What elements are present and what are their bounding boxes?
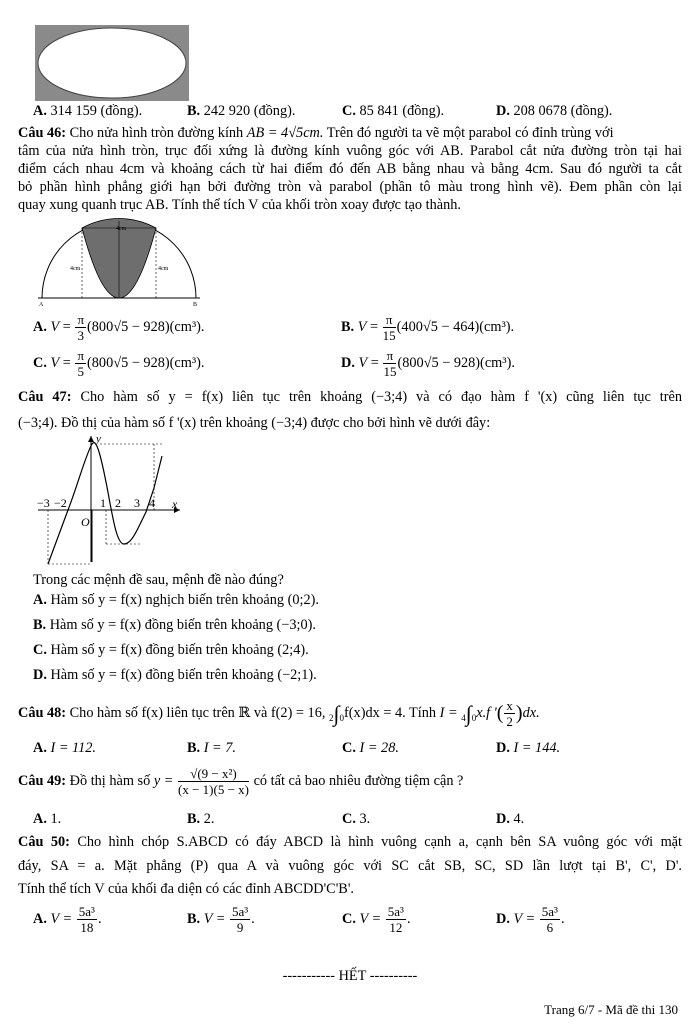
figure-label-a: A bbox=[39, 302, 44, 308]
q50-option-a[interactable]: A. V = $\frac{\text{5a³}}{18}$ . bbox=[33, 904, 102, 935]
q50-line1: Câu 50: Cho hình chóp S.ABCD có đáy ABCD là hình vuông cạnh a, cạnh bên SA vuông góc với mặt bbox=[18, 834, 683, 850]
figure-label-b: B bbox=[193, 302, 198, 308]
q49-option-c[interactable]: C. 3. bbox=[342, 811, 371, 827]
q47-line1: Câu 47: Cho hàm số y = f(x) liên tục trên khoảng (−3;4) và có đạo hàm f '(x) cũng liên tục trên bbox=[18, 389, 683, 405]
q47-option-d[interactable]: D. Hàm số y = f(x) đồng biến trên khoảng (−2;1). bbox=[33, 667, 317, 683]
q48-statement: Câu 48: Cho hàm số f(x) liên tục trên ℝ và f(2) = 16, 2∫0f(x)dx = 4. Tính I = 4∫0x.f '( $\frac{x}{2}$ )dx. bbox=[18, 698, 540, 729]
q46-line1: Câu 46: Cho nửa hình tròn đường kính AB = 4√5cm. Trên đó người ta vẽ một parabol có đỉnh trùng với bbox=[18, 125, 614, 141]
graph-label-origin: O bbox=[81, 515, 90, 529]
derivative-graph bbox=[34, 432, 184, 568]
end-marker: ----------- HẾT ---------- bbox=[282, 968, 418, 984]
q48-option-c[interactable]: C. I = 28. bbox=[342, 740, 399, 756]
q49-option-a[interactable]: A. 1. bbox=[33, 811, 62, 827]
graph-tick-2: 2 bbox=[115, 496, 121, 510]
q45-option-b[interactable]: B. 242 920 (đồng). bbox=[187, 103, 296, 119]
q47-option-b[interactable]: B. Hàm số y = f(x) đồng biến trên khoảng (−3;0). bbox=[33, 617, 316, 633]
q50-line2: đáy, SA = a. Mặt phẳng (P) qua A và vuông góc với SC cắt SB, SC, SD lần lượt tại B', C', D'. bbox=[18, 858, 682, 874]
ellipse-figure bbox=[35, 25, 189, 101]
page-footer: Trang 6/7 - Mã đề thi 130 bbox=[544, 1002, 678, 1017]
q46-line5: quay xung quanh trục AB. Tính thể tích V của khối tròn xoay được tạo thành. bbox=[18, 197, 461, 213]
q46-option-a[interactable]: A. V = $\frac{\pi}{3}$ (800√5 − 928)(cm³). bbox=[33, 312, 205, 343]
figure-label-right: 4cm bbox=[158, 266, 169, 272]
q45-option-a[interactable]: A. 314 159 (đồng). bbox=[33, 103, 143, 119]
q46-option-d[interactable]: D. V = $\frac{\pi}{15}$ (800√5 − 928)(cm³). bbox=[341, 348, 515, 379]
graph-tick-neg3: −3 bbox=[37, 496, 50, 510]
q45-option-d[interactable]: D. 208 0678 (đồng). bbox=[496, 103, 613, 119]
q46-line3: điểm cách nhau 4cm và khoảng cách từ hai điểm đó đến AB bằng nhau và bằng 4cm. Sau đó người ta cắt bbox=[18, 161, 682, 177]
q47-option-c[interactable]: C. Hàm số y = f(x) đồng biến trên khoảng (2;4). bbox=[33, 642, 309, 658]
q48-option-b[interactable]: B. I = 7. bbox=[187, 740, 236, 756]
q46-option-c[interactable]: C. V = $\frac{\pi}{5}$ (800√5 − 928)(cm³). bbox=[33, 348, 205, 379]
graph-label-x: x bbox=[172, 497, 178, 511]
q49-option-d[interactable]: D. 4. bbox=[496, 811, 525, 827]
graph-tick-neg2: −2 bbox=[54, 496, 67, 510]
figure-label-left: 4cm bbox=[70, 266, 81, 272]
q49-statement: Câu 49: Đồ thị hàm số y = $\frac{\text{√(9 − x²)}}{(x - 1)(5 - x)}$ có tất cả bao nhiêu đường tiệm cận ? bbox=[18, 766, 464, 797]
q46-line4: bỏ phần hình phẳng giới hạn bởi đường tròn và parabol (phần tô màu trong hình vẽ). Đem phần còn lại bbox=[18, 179, 682, 195]
figure-label-top: 4cm bbox=[116, 226, 127, 232]
graph-tick-3: 3 bbox=[134, 496, 140, 510]
q48-option-d[interactable]: D. I = 144. bbox=[496, 740, 561, 756]
graph-tick-4: 4 bbox=[149, 496, 155, 510]
q50-option-b[interactable]: B. V = $\frac{\text{5a³}}{9}$ . bbox=[187, 904, 255, 935]
q50-option-c[interactable]: C. V = $\frac{\text{5a³}}{12}$ . bbox=[342, 904, 411, 935]
q47-line2: (−3;4). Đồ thị của hàm số f '(x) trên khoảng (−3;4) được cho bởi hình vẽ dưới đây: bbox=[18, 415, 491, 431]
q50-option-d[interactable]: D. V = $\frac{\text{5a³}}{6}$ . bbox=[496, 904, 565, 935]
q49-option-b[interactable]: B. 2. bbox=[187, 811, 215, 827]
q46-option-b[interactable]: B. V = $\frac{\pi}{15}$ (400√5 − 464)(cm³). bbox=[341, 312, 515, 343]
graph-tick-1: 1 bbox=[100, 496, 106, 510]
q46-line2: tâm của nửa hình tròn, trục đối xứng là đường kính vuông góc với AB. Parabol cắt nửa đường tròn tại hai bbox=[18, 143, 682, 159]
semicircle-parabola-figure bbox=[36, 218, 202, 308]
q47-prompt: Trong các mệnh đề sau, mệnh đề nào đúng? bbox=[33, 572, 284, 588]
graph-label-y: y bbox=[96, 433, 101, 445]
q50-line3: Tính thể tích V của khối đa diện có các đỉnh ABCDD'C'B'. bbox=[18, 881, 354, 897]
q45-option-c[interactable]: C. 85 841 (đồng). bbox=[342, 103, 445, 119]
q47-option-a[interactable]: A. Hàm số y = f(x) nghịch biến trên khoảng (0;2). bbox=[33, 592, 320, 608]
q48-option-a[interactable]: A. I = 112. bbox=[33, 740, 96, 756]
